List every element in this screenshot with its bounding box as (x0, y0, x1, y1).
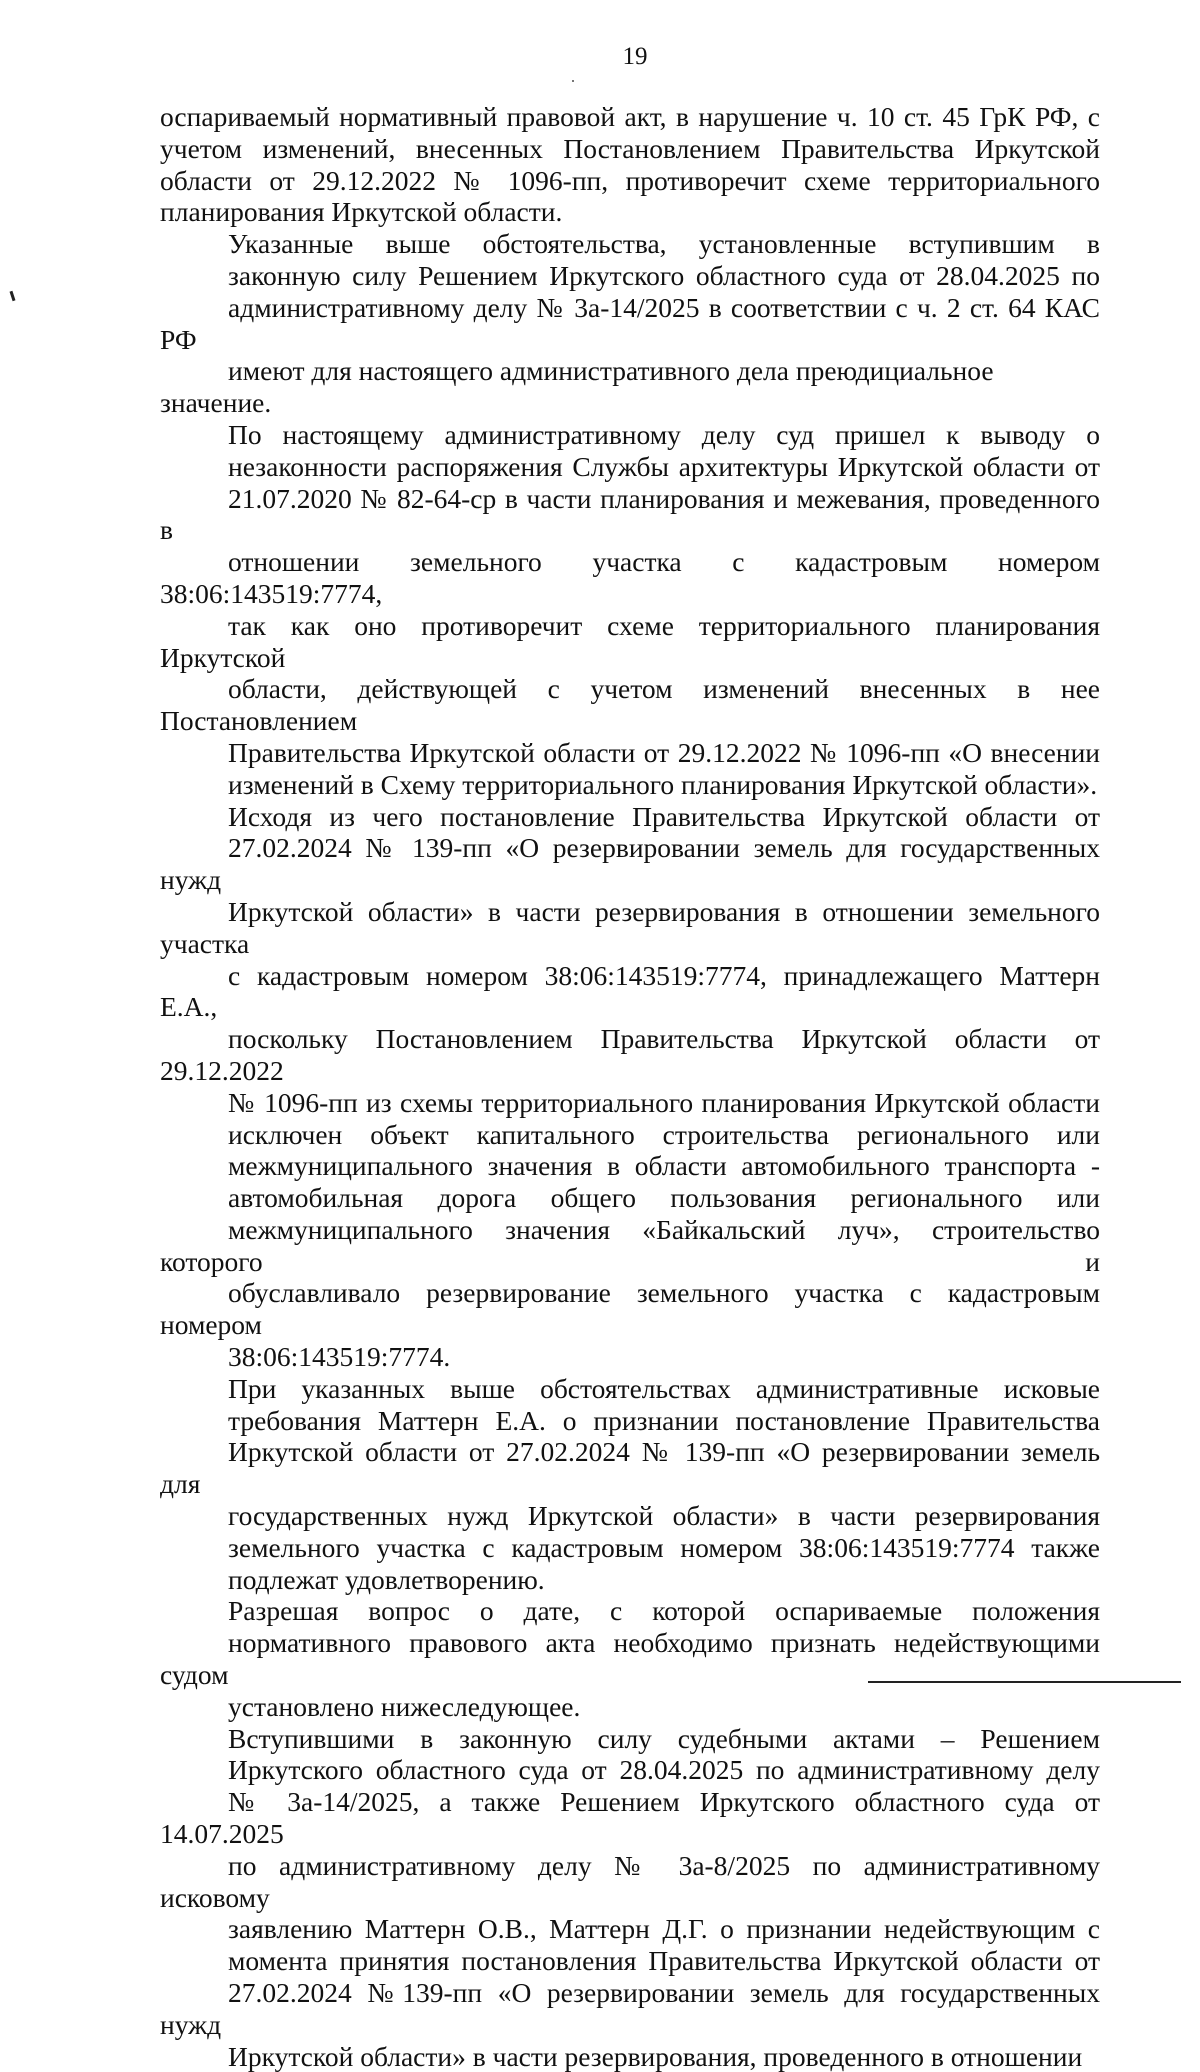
text-line: установлено нижеследующее. (228, 1690, 581, 1722)
margin-mark (10, 291, 16, 301)
text-line: При указанных выше обстоятельствах административные исковые (228, 1372, 1100, 1404)
text-line: поскольку Постановлением Правительства Иркутской области от 29.12.2022 (160, 1023, 1100, 1086)
text-line: момента принятия постановления Правительства Иркутской области от (228, 1945, 1100, 1977)
text-line: Вступившими в законную силу судебными актами – Решением (228, 1722, 1100, 1754)
text-line: По настоящему административному делу суд пришел к выводу о (228, 418, 1100, 450)
text-line: Исходя из чего постановление Правительства Иркутской области от (228, 800, 1100, 832)
scan-artifact-dot (572, 80, 574, 82)
paragraph (160, 1595, 1100, 1722)
text-line: оспариваемый нормативный правовой акт, в нарушение ч. 10 ст. 45 ГрК РФ, с (160, 101, 1100, 132)
paragraph (160, 1373, 1100, 1596)
text-line: Правительства Иркутской области от 29.12.2022 № 1096-пп «О внесении (228, 736, 1100, 768)
paragraph (160, 419, 1100, 801)
paragraph (160, 1723, 1100, 2072)
text-line: по административному делу № 3а-8/2025 по административному исковому (160, 1849, 1100, 1913)
text-line: так как оно противоречит схеме территориального планирования Иркутской (160, 609, 1100, 673)
paragraph (160, 801, 1100, 1373)
text-line: области от 29.12.2022 № 1096-пп, противоречит схеме территориального (160, 164, 1100, 196)
document-body (160, 101, 1100, 2072)
text-line: с кадастровым номером 38:06:143519:7774, принадлежащего Маттерн Е.А., (160, 959, 1100, 1023)
text-line: административному делу № 3а-14/2025 в соответствии с ч. 2 ст. 64 КАС РФ (160, 291, 1100, 355)
text-line: № 1096-пп из схемы территориального планирования Иркутской области (228, 1086, 1100, 1118)
text-line: незаконности распоряжения Службы архитектуры Иркутской области от (228, 450, 1100, 482)
footer-rule (868, 1681, 1181, 1683)
text-line: Иркутской области» в части резервирования, проведенного в отношении (228, 2040, 1083, 2072)
text-line: автомобильная дорога общего пользования регионального или (228, 1182, 1100, 1214)
text-line: межмуниципального значения в области автомобильного транспорта - (228, 1150, 1100, 1182)
text-line: Указанные выше обстоятельства, установленные вступившим в (228, 228, 1100, 260)
text-line: № 3а-14/2025, а также Решением Иркутского областного суда от 14.07.2025 (160, 1786, 1100, 1850)
text-line: отношении земельного участка с кадастровым номером 38:06:143519:7774, (160, 546, 1100, 609)
text-line: межмуниципального значения «Байкальский луч», строительство которого и (160, 1213, 1100, 1277)
text-line: государственных нужд Иркутской области» в части резервирования (228, 1500, 1100, 1532)
text-line: земельного участка с кадастровым номером 38:06:143519:7774 также (228, 1531, 1100, 1563)
paragraph (160, 228, 1100, 419)
page-number: 19 (622, 43, 648, 70)
text-line: 27.02.2024 №139-пп «О резервировании земель для государственных нужд (160, 1977, 1100, 2040)
text-line: требования Маттерн Е.А. о признании постановление Правительства (228, 1404, 1100, 1436)
text-line: области, действующей с учетом изменений внесенных в нее Постановлением (160, 673, 1100, 737)
paragraph (160, 101, 1100, 228)
text-line: Иркутского областного суда от 28.04.2025 по административному делу (228, 1754, 1100, 1786)
text-line: 21.07.2020 № 82-64-ср в части планирования и межевания, проведенного в (160, 482, 1100, 546)
text-line: нормативного правового акта необходимо признать недействующими судом (160, 1627, 1100, 1691)
text-line: имеют для настоящего административного дела преюдициальное значение. (160, 355, 994, 419)
text-line: законную силу Решением Иркутского областного суда от 28.04.2025 по (228, 259, 1100, 291)
text-line: изменений в Схему территориального планирования Иркутской области». (228, 768, 1098, 800)
text-line: обуславливало резервирование земельного участка с кадастровым номером (160, 1277, 1100, 1341)
text-line: заявлению Маттерн О.В., Маттерн Д.Г. о признании недействующим с (228, 1913, 1100, 1945)
text-line: Разрешая вопрос о дате, с которой оспариваемые положения (228, 1595, 1100, 1627)
text-line: планирования Иркутской области. (160, 196, 563, 228)
text-line: 38:06:143519:7774. (228, 1341, 451, 1373)
text-line: подлежат удовлетворению. (228, 1563, 545, 1595)
text-line: Иркутской области» в части резервирования в отношении земельного участка (160, 895, 1100, 959)
text-line: исключен объект капитального строительства регионального или (228, 1118, 1100, 1150)
text-line: Иркутской области от 27.02.2024 № 139-пп «О резервировании земель для (160, 1436, 1100, 1500)
text-line: учетом изменений, внесенных Постановлением Правительства Иркутской (160, 132, 1100, 164)
text-line: 27.02.2024 № 139-пп «О резервировании земель для государственных нужд (160, 832, 1100, 896)
